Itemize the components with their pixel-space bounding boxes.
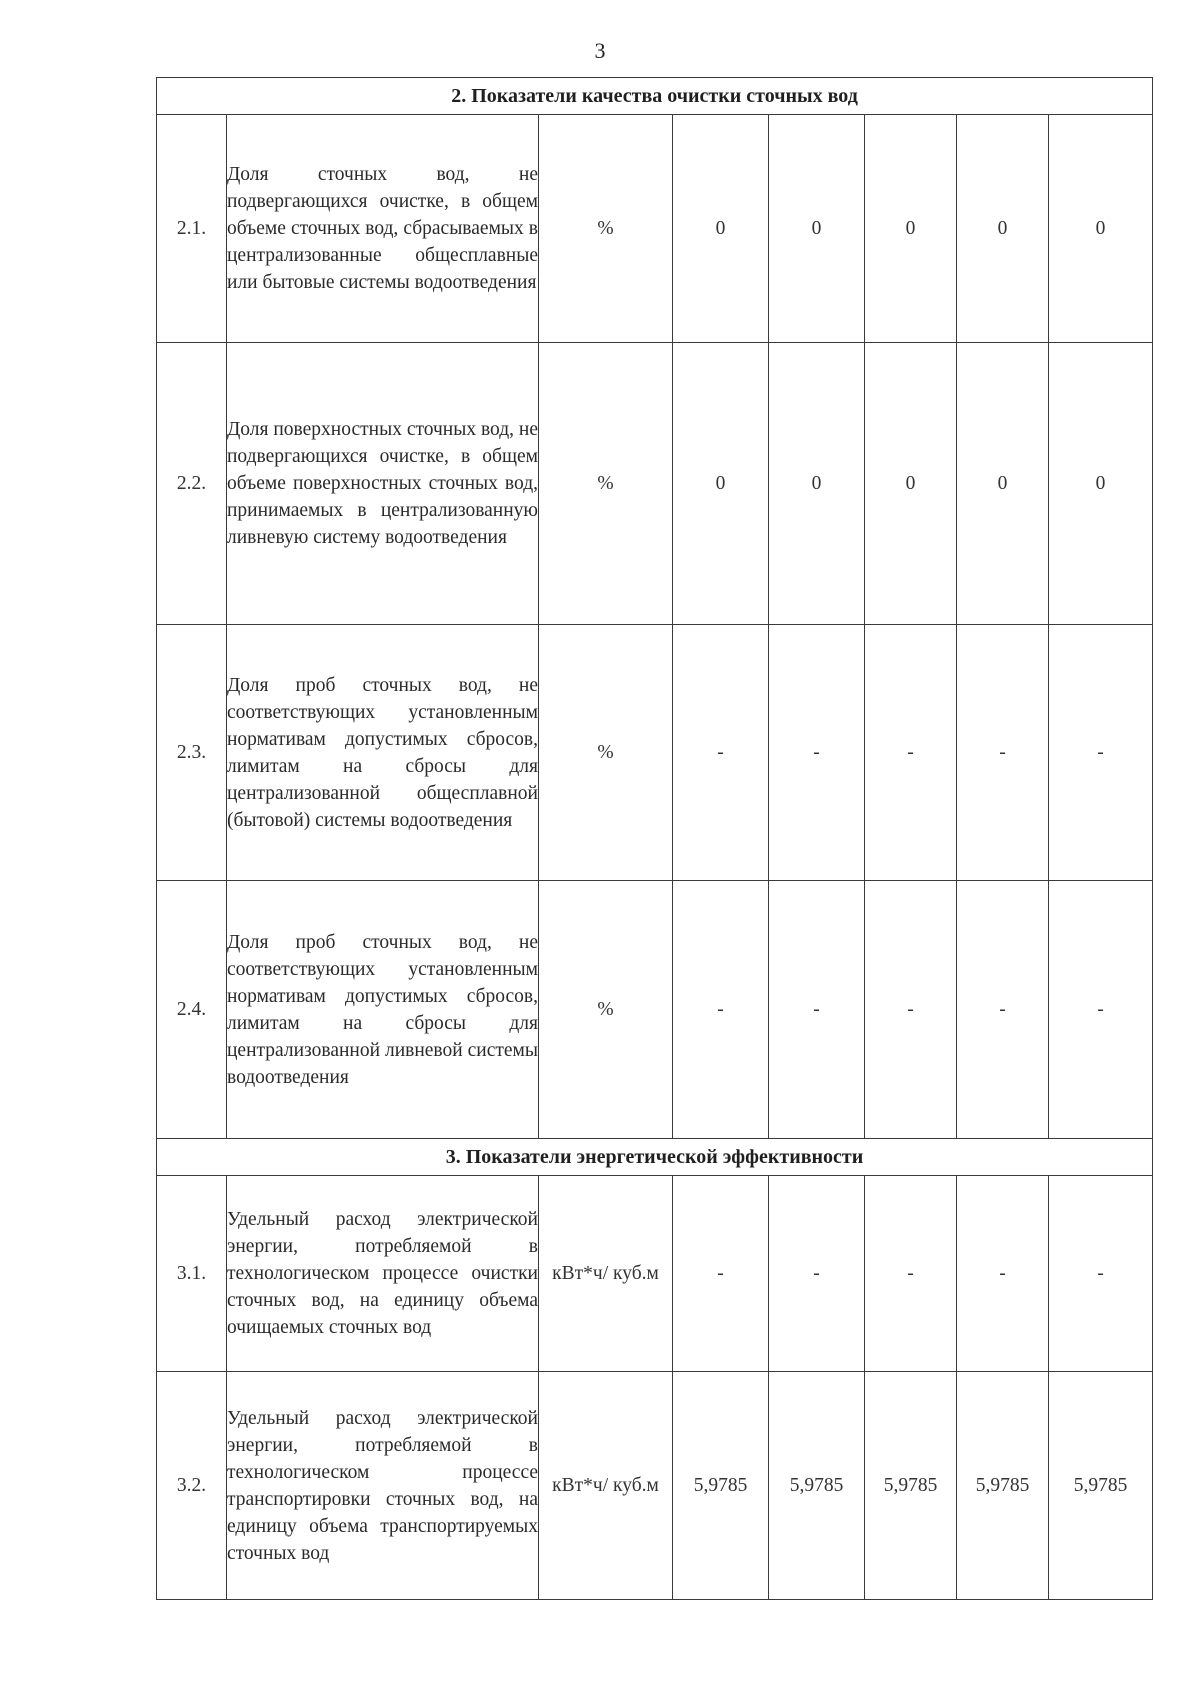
value-cell: - (769, 881, 865, 1139)
value-cell: 0 (769, 115, 865, 343)
table-row (157, 115, 1153, 343)
value-cell: - (865, 1176, 957, 1372)
value-cell: 0 (1049, 343, 1153, 625)
table-row (157, 881, 1153, 1139)
section-title-water-treatment-quality: 2. Показатели качества очистки сточных вод (157, 78, 1153, 115)
row-number: 3.1. (157, 1176, 227, 1372)
value-cell: - (673, 625, 769, 881)
unit-cell: % (539, 881, 673, 1139)
value-cell: - (769, 625, 865, 881)
unit-cell: % (539, 343, 673, 625)
value-cell: - (769, 1176, 865, 1372)
value-cell: 0 (957, 343, 1049, 625)
indicator-description: Удельный расход электрической энергии, потребляемой в технологическом процессе транспортировки сточных вод, на единицу объема транспортируемых сточных вод (227, 1372, 539, 1600)
table-row (157, 625, 1153, 881)
value-cell: 0 (865, 343, 957, 625)
table-row (157, 1372, 1153, 1600)
row-number: 2.1. (157, 115, 227, 343)
page-number: 3 (594, 38, 606, 63)
unit-cell: % (539, 115, 673, 343)
indicator-description: Доля проб сточных вод, не соответствующих установленным нормативам допустимых сбросов, лимитам на сбросы для централизованной общесплавной (бытовой) системы водоотведения (227, 625, 539, 881)
value-cell: - (865, 625, 957, 881)
value-cell: - (1049, 625, 1153, 881)
value-cell: 0 (673, 115, 769, 343)
value-cell: - (1049, 881, 1153, 1139)
indicator-description: Доля сточных вод, не подвергающихся очистке, в общем объеме сточных вод, сбрасываемых в централизованные общесплавные или бытовые системы водоотведения (227, 115, 539, 343)
indicators-table (156, 77, 1153, 1600)
row-number: 2.3. (157, 625, 227, 881)
value-cell: 0 (1049, 115, 1153, 343)
section-header-row (157, 78, 1153, 115)
value-cell: - (957, 881, 1049, 1139)
unit-cell: % (539, 625, 673, 881)
value-cell: - (865, 881, 957, 1139)
value-cell: 5,9785 (1049, 1372, 1153, 1600)
section-header-row (157, 1139, 1153, 1176)
row-number: 3.2. (157, 1372, 227, 1600)
value-cell: 0 (865, 115, 957, 343)
value-cell: - (957, 1176, 1049, 1372)
value-cell: - (673, 881, 769, 1139)
row-number: 2.4. (157, 881, 227, 1139)
table-row (157, 343, 1153, 625)
unit-cell: кВт*ч/ куб.м (539, 1372, 673, 1600)
value-cell: - (673, 1176, 769, 1372)
indicator-description: Доля проб сточных вод, не соответствующих установленным нормативам допустимых сбросов, лимитам на сбросы для централизованной ливневой системы водоотведения (227, 881, 539, 1139)
row-number: 2.2. (157, 343, 227, 625)
value-cell: 5,9785 (865, 1372, 957, 1600)
value-cell: 5,9785 (673, 1372, 769, 1600)
value-cell: 0 (673, 343, 769, 625)
value-cell: 0 (957, 115, 1049, 343)
value-cell: - (1049, 1176, 1153, 1372)
value-cell: 5,9785 (957, 1372, 1049, 1600)
unit-cell: кВт*ч/ куб.м (539, 1176, 673, 1372)
indicator-description: Доля поверхностных сточных вод, не подвергающихся очистке, в общем объеме поверхностных сточных вод, принимаемых в централизованную ливневую систему водоотведения (227, 343, 539, 625)
table-row (157, 1176, 1153, 1372)
section-title-energy-efficiency: 3. Показатели энергетической эффективности (157, 1139, 1153, 1176)
indicator-description: Удельный расход электрической энергии, потребляемой в технологическом процессе очистки сточных вод, на единицу объема очищаемых сточных вод (227, 1176, 539, 1372)
value-cell: - (957, 625, 1049, 881)
value-cell: 5,9785 (769, 1372, 865, 1600)
value-cell: 0 (769, 343, 865, 625)
